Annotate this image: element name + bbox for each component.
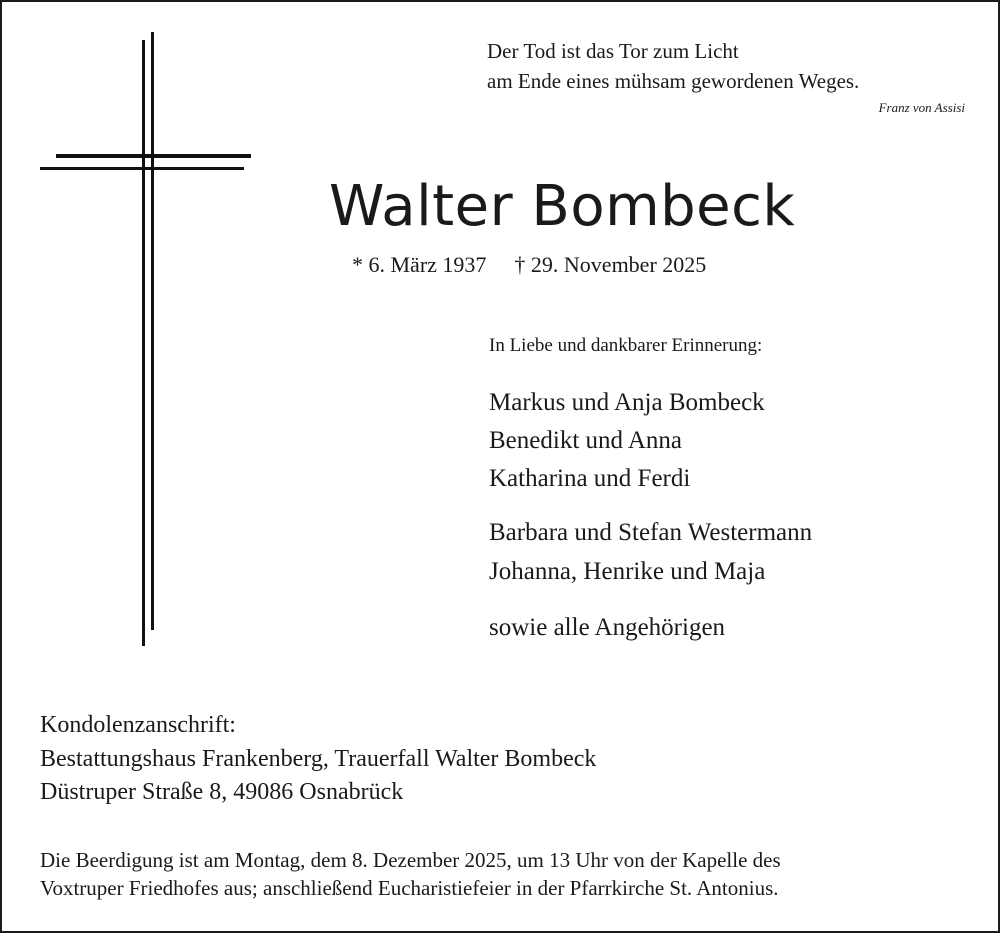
mourner-line: Johanna, Henrike und Maja (489, 558, 766, 585)
mourner-line: Markus und Anja Bombeck (489, 389, 765, 416)
mourners-intro: In Liebe und dankbarer Erinnerung: (489, 335, 763, 356)
mourner-line: Barbara und Stefan Westermann (489, 519, 813, 546)
deceased-name: Walter Bombeck (329, 174, 796, 239)
quote-line: Der Tod ist das Tor zum Licht (487, 39, 739, 63)
birth-date: * 6. März 1937 (352, 252, 487, 277)
funeral-info-line: Die Beerdigung ist am Montag, dem 8. Dezember 2025, um 13 Uhr von der Kapelle des (40, 848, 781, 872)
mourner-line: sowie alle Angehörigen (489, 614, 726, 641)
funeral-info-line: Voxtruper Friedhofes aus; anschließend Eucharistiefeier in der Pfarrkirche St. Antonius. (40, 876, 779, 900)
condolence-address-line: Düstruper Straße 8, 49086 Osnabrück (40, 779, 404, 805)
life-dates (352, 252, 706, 278)
quote (487, 36, 859, 96)
condolence-heading: Kondolenzanschrift: (40, 712, 236, 738)
condolence-address-line: Bestattungshaus Frankenberg, Trauerfall Walter Bombeck (40, 746, 597, 772)
mourner-line: Katharina und Ferdi (489, 465, 691, 492)
death-date: † 29. November 2025 (514, 252, 707, 277)
quote-line: am Ende eines mühsam gewordenen Weges. (487, 69, 860, 93)
quote-author: Franz von Assisi (878, 100, 965, 115)
mourner-line: Benedikt und Anna (489, 427, 683, 454)
